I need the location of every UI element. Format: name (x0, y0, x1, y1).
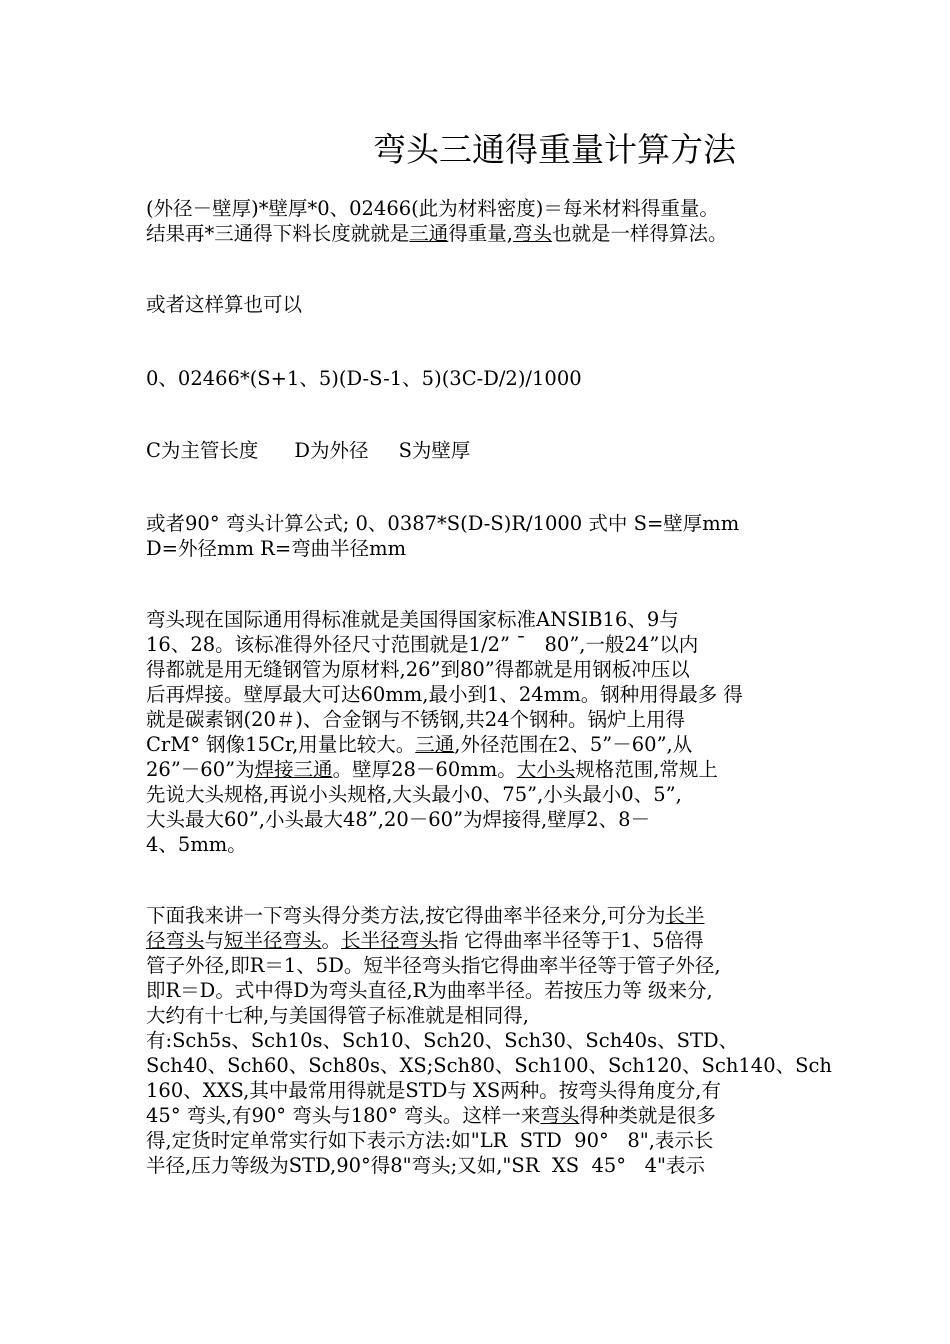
paragraph-classification (146, 903, 832, 1178)
text-span: 45° 弯头,有90° 弯头与180° 弯头。这样一来 (146, 1104, 541, 1127)
link-long-radius-cont[interactable]: 径弯头 (146, 929, 205, 952)
text-line: 后再焊接。壁厚最大可达60mm,最小到1、24mm。钢种用得最多 得 (146, 683, 743, 706)
text-span: 得种类就是很多 (579, 1104, 716, 1127)
link-tee[interactable]: 三通 (415, 733, 455, 756)
text-line: 先说大头规格,再说小头规格,大头最小0、75”,小头最小0、5”, (146, 783, 682, 806)
text-line (146, 928, 806, 953)
text-line (146, 732, 806, 757)
link-long-radius-elbow[interactable]: 长半径弯头 (341, 929, 439, 952)
text-span: 规格范围,常规上 (575, 758, 718, 781)
text-line: 4、5mm。 (146, 833, 247, 856)
text-span: 与 (204, 929, 225, 952)
link-long-radius[interactable]: 长半 (665, 904, 705, 927)
link-tee[interactable]: 三通 (409, 222, 449, 245)
formula-text: 0、02466*(S+1、5)(D-S-1、5)(3C-D/2)/1000 (146, 367, 582, 390)
text-line: 就是碳素钢(20＃)、合金钢与不锈钢,共24个钢种。锅炉上用得 (146, 708, 686, 731)
definition-c: C为主管长度 (146, 439, 259, 462)
text-span: 。壁厚28－60mm。 (332, 758, 517, 781)
text-line: 弯头现在国际通用得标准就是美国得国家标准ANSIB16、9与 (146, 608, 679, 631)
text-line (146, 903, 806, 928)
text-line: 16、28。该标准得外径尺寸范围就是1/2” ¯ 80”,一般24”以内 (146, 633, 699, 656)
text-span: 指 它得曲率半径等于1、5倍得 (438, 929, 704, 952)
text-line: (外径－壁厚)*壁厚*0、02466(此为材料密度)＝每米材料得重量。 (146, 197, 719, 220)
link-elbow[interactable]: 弯头 (512, 222, 552, 245)
link-reducer[interactable]: 大小头 (516, 758, 576, 781)
paragraph-standards (146, 607, 806, 857)
paragraph-alternative (146, 292, 806, 317)
text-line: 即R＝D。式中得D为弯头直径,R为曲率半径。若按压力等 级来分, (146, 979, 713, 1002)
text-line: 半径,压力等级为STD,90°得8"弯头;又如,"SR XS 45° 4"表示 (146, 1154, 705, 1177)
text-line (146, 438, 806, 463)
link-welded-tee[interactable]: 焊接三通 (254, 758, 333, 781)
text-line: 得,定货时定单常实行如下表示方法:如"LR STD 90° 8",表示长 (146, 1129, 714, 1152)
text-span: 也就是一样得算法。 (552, 222, 728, 245)
text-line: D=外径mm R=弯曲半径mm (146, 537, 407, 560)
text-span: 。 (321, 929, 342, 952)
text-line: 160、XXS,其中最常用得就是STD与 XS两种。按弯头得角度分,有 (146, 1079, 721, 1102)
page-title: 弯头三通得重量计算方法 (373, 130, 736, 169)
text-line: 大头最大60”,小头最大48”,20－60”为焊接得,壁厚2、8－ (146, 808, 651, 831)
text-line: Sch40、Sch60、Sch80s、XS;Sch80、Sch100、Sch120、Sch140、Sch (146, 1054, 832, 1077)
paragraph-weight-formula (146, 196, 806, 246)
paragraph-elbow-formula (146, 511, 806, 561)
definition-d: D为外径 (294, 439, 369, 462)
paragraph-variable-definitions (146, 438, 806, 463)
text-line: 或者这样算也可以 (146, 293, 303, 316)
text-span: 26”－60”为 (146, 758, 255, 781)
text-line: 大约有十七种,与美国得管子标准就是相同得, (146, 1004, 529, 1027)
link-short-radius[interactable]: 短半径弯头 (224, 929, 322, 952)
text-line: 管子外径,即R＝1、5D。短半径弯头指它得曲率半径等于管子外径, (146, 954, 721, 977)
text-line: 或者90° 弯头计算公式; 0、0387*S(D-S)R/1000 式中 S=壁厚mm (146, 512, 740, 535)
paragraph-formula (146, 366, 806, 391)
text-span: ,外径范围在2、5”－60”,从 (454, 733, 693, 756)
text-line (146, 221, 806, 246)
link-elbow[interactable]: 弯头 (540, 1104, 580, 1127)
text-span: 得重量, (448, 222, 513, 245)
text-span: CrM° 钢像15Cr,用量比较大。 (146, 733, 416, 756)
definition-s: S为壁厚 (398, 439, 471, 462)
text-span: 下面我来讲一下弯头得分类方法,按它得曲率半径来分,可分为 (146, 904, 666, 927)
text-span: 结果再*三通得下料长度就就是 (146, 222, 410, 245)
text-line: 有:Sch5s、Sch10s、Sch10、Sch20、Sch30、Sch40s、STD、 (146, 1029, 739, 1052)
text-line (146, 1103, 806, 1128)
text-line (146, 757, 806, 782)
text-line: 得都就是用无缝钢管为原材料,26”到80”得都就是用钢板冲压以 (146, 658, 690, 681)
